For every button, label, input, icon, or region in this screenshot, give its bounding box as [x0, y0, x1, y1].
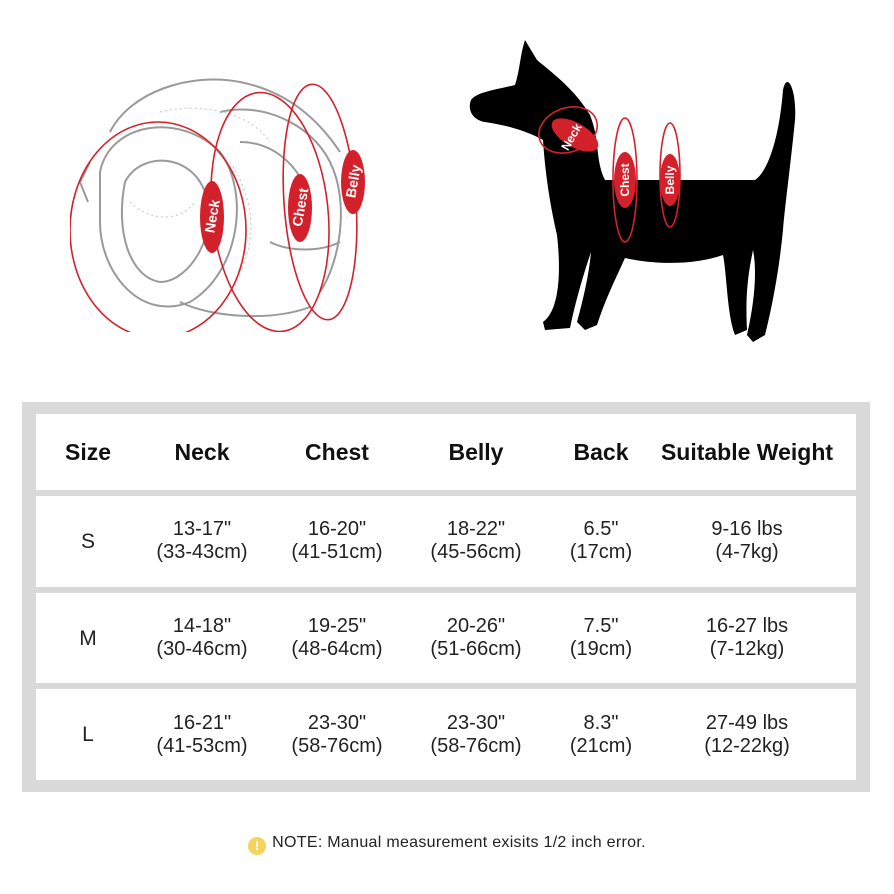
neck-cell: 13-17" (33-43cm) — [156, 518, 248, 564]
harness-label-belly: Belly — [342, 163, 364, 200]
warning-icon: ! — [248, 837, 266, 855]
belly-cell: 20-26" (51-66cm) — [430, 615, 522, 660]
header-back: Back — [573, 438, 629, 465]
size-cell: S — [80, 529, 95, 553]
back-cell: 6.5" (17cm) — [569, 518, 633, 564]
size-cell: M — [79, 626, 97, 650]
table-header-row — [36, 414, 856, 490]
dog-silhouette-illustration — [465, 30, 805, 350]
table-row — [36, 496, 856, 587]
dog-label-neck: Neck — [558, 121, 585, 153]
weight-cell: 9-16 lbs (4-7kg) — [711, 518, 783, 564]
neck-cell: 16-21" (41-53cm) — [156, 711, 248, 757]
back-cell: 8.3" (21cm) — [569, 711, 633, 757]
table-row — [36, 593, 856, 684]
chest-cell: 19-25" (48-64cm) — [291, 615, 383, 660]
header-suitable-weight: Suitable Weight — [660, 438, 834, 465]
note-text: NOTE: Manual measurement exisits 1/2 inch error. — [272, 834, 646, 851]
neck-cell: 14-18" (30-46cm) — [156, 615, 248, 660]
belly-cell: 18-22" (45-56cm) — [430, 518, 522, 564]
belly-cell: 23-30" (58-76cm) — [430, 711, 522, 757]
back-cell: 7.5" (19cm) — [569, 615, 633, 660]
harness-label-neck: Neck — [201, 198, 223, 235]
dog-label-chest: Chest — [618, 163, 632, 197]
size-chart-table — [22, 402, 870, 792]
weight-cell: 27-49 lbs (12-22kg) — [704, 711, 790, 757]
chest-cell: 16-20" (41-51cm) — [291, 518, 383, 564]
dog-label-belly: Belly — [663, 165, 677, 195]
weight-cell: 16-27 lbs (7-12kg) — [705, 615, 789, 660]
size-cell: L — [82, 723, 94, 747]
harness-label-chest: Chest — [288, 186, 312, 228]
header-neck: Neck — [174, 438, 230, 465]
chest-cell: 23-30" (58-76cm) — [291, 711, 383, 757]
harness-illustration — [70, 52, 390, 332]
header-chest: Chest — [305, 438, 369, 465]
table-row — [36, 689, 856, 780]
header-belly: Belly — [448, 438, 504, 465]
measurement-note — [0, 834, 894, 855]
header-size: Size — [64, 438, 112, 465]
